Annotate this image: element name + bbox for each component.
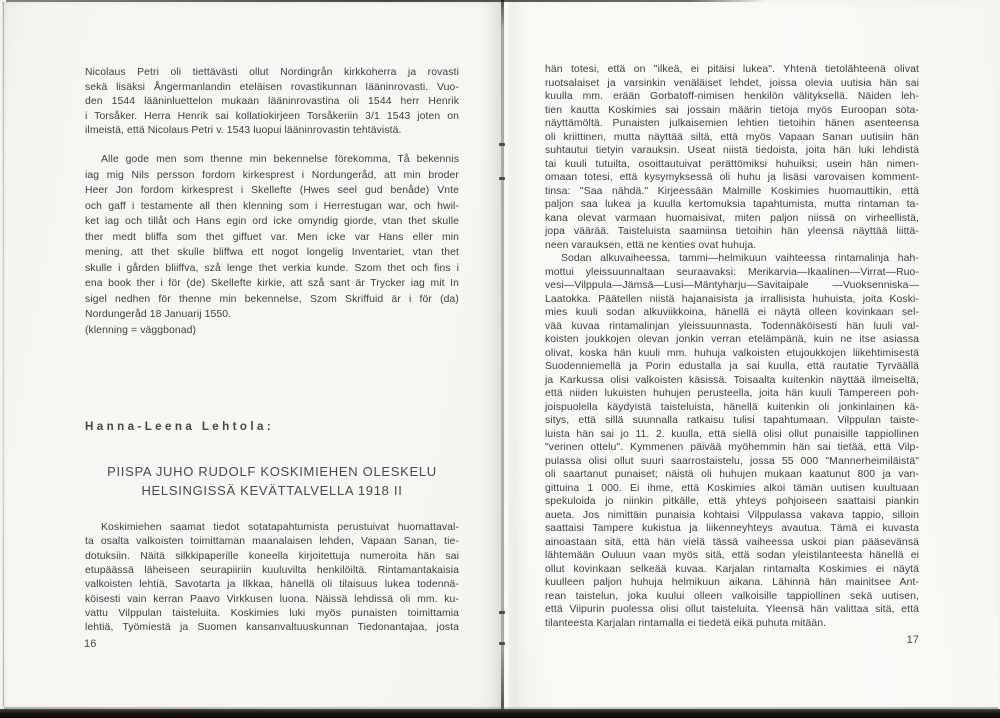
text-line: tai kuuli tutuilta, osoittautuivat perättömiksi huhuiksi; usein hän nimen-	[545, 158, 919, 170]
text-line: "verinen ottelu". Kymmenen päivää myöhemmin hän sai tietää, että Vilp-	[545, 442, 919, 453]
text-line: ther medt bliffa som thet giffuet var. Men icke var Hans eller min	[85, 231, 459, 243]
article-title-line-1: PIISPA JUHO RUDOLF KOSKIMIEHEN OLESKELU	[107, 464, 437, 479]
author-heading: Hanna-Leena Lehtola:	[85, 420, 275, 433]
text-line: köisesti vain kerran Paavo Virkkusen luona. Näissä lehdissä oli mm. ku-	[85, 593, 459, 605]
text-line: joispuolella käydyistä taisteluista, hänellä kuitenkin oli jonkinlainen kä-	[545, 401, 919, 413]
text-line: sekä lisäksi Ångermanlandin eteläisen rovastikunnan lääninrovasti. Vuo-	[85, 81, 459, 93]
page-left-edge	[3, 2, 4, 706]
text-line: ena book ther i för (de) Skellefte kirkie, att szå sant är Trycker iag mit In	[85, 278, 459, 289]
text-line: näyttämöltä. Punaisten julkaisemien lehtien tietoihin hänen asenteensa	[545, 118, 919, 129]
testament-quote-paragraph	[85, 152, 459, 307]
testament-quote-block	[85, 152, 459, 338]
text-line: valkoisten lehtiä, Savotarta ja Ilkkaa, hänellä oli tilaisuus lukea todennä-	[85, 579, 459, 591]
text-line: ket iag och tillåt och Hans egin ord icke omyndig giorde, vtan thet skulle	[85, 216, 459, 227]
text-line: vää kuvaa rintamalinjan yleissuunnasta. Todennäköisesti hän luuli val-	[545, 320, 919, 332]
text-line: Nordungeråd 18 Januarij 1550.	[85, 309, 232, 320]
binding-stitch	[499, 611, 505, 614]
text-line: iag mig Nils persson fordom kirkesprest i Nordungeråd, att min broder	[85, 169, 459, 181]
right-page-text	[545, 63, 919, 630]
text-line: skulle i gården bliiffva, szå lenge thet verkia kunde. Szom thet och fins i	[85, 262, 459, 274]
text-line: rean taistelun, joka kuului olleen valkoisille tappiollinen sekä uutisen,	[545, 590, 919, 602]
text-line: koisten joukkojen olevan jonkin verran etelämpänä, kuin ne itse asiassa	[545, 334, 919, 345]
text-line: lehtiä, Työmiestä ja Suomen kansanvaltuuskunnan Tiedonantajaa, josta	[85, 622, 459, 634]
text-line: etupäässä läheiseen seurapiiriin kuuluvilta henkilöiltä. Rintamantakaisia	[85, 565, 459, 577]
text-line: i Torsåker. Herra Henrik sai kollatiokirjeen Torsåkeriin 3/1 1543 joten on	[85, 110, 459, 122]
sources-continuation-paragraph	[545, 63, 919, 252]
text-line: ollut kovinkaan selkeää kuvaa. Karjalan rintamalta Koskimies ei näytä	[545, 563, 919, 575]
text-line: pulassa olisi ollut suuri saarrostaistelu, jossa 55 000 "Mannerheimiläistä"	[545, 455, 919, 467]
text-line: hän totesi, että on "ilkeä, ei pitäisi lukea". Yhtenä tietolähteenä olivat	[545, 64, 919, 75]
page-gutter	[501, 0, 504, 710]
text-line: Alle gode men som thenne min bekennelse förekomma, Tå bekennis	[101, 154, 459, 165]
text-line: että niiden lukuisten huhujen perusteella, joita hän kuuli Tampereen poh-	[545, 388, 919, 399]
nicolaus-petri-paragraph	[85, 66, 459, 139]
text-line: Koskimiehen saamat tiedot sotatapahtumista perustuivat huomattaval-	[101, 522, 459, 533]
text-line: tien kautta Koskimies sai jossain määrin tietoja myös Euroopan sota-	[545, 104, 919, 116]
text-line: oli saartanut punaiset; näistä oli huhujen mukaan kaatunut 800 ja van-	[545, 469, 919, 480]
binding-stitch	[499, 642, 505, 645]
page-top-edge	[6, 0, 766, 2]
text-line: olivat, koska hän kuuli mm. huhuja valkoisten etujoukkojen liikehtimisestä	[545, 347, 919, 359]
text-line: luista hän sai jo 11. 2. kuulla, että siellä olisi ollut punaisille tappiollinen	[545, 428, 919, 440]
text-line: Suodenniemellä ja Porin edustalla ja sai kuulla, että rautatie Tyrväällä	[545, 361, 919, 372]
text-line: että Viipurin puolessa olisi ollut taisteluita. Yleensä hän valittaa sitä, että	[545, 604, 919, 615]
text-line: och gaff i testamente all then klenning som i Herrestugan war, och hwil-	[85, 200, 459, 212]
text-line: sitys, että sillä suunnalla ratkaisu tulisi tapahtumaan. Vilppulan taiste-	[545, 415, 919, 426]
text-line: ja Karkussa olisi valkoisten käsissä. Toisaalta kuitenkin näyttää ilmeiseltä,	[545, 374, 919, 386]
text-line: kana olevat varmaan huomaisivat, miten paljon niissä on virheellistä,	[545, 212, 919, 224]
text-line: vesi—Vilppula—Jämsä—Lusi—Mäntyharju—Savitaipale —Vuoksenniska—	[545, 280, 919, 291]
scan-bottom-band	[0, 709, 1000, 718]
text-line: mies kuuli sodan alkuviikkoina, hänellä ei näytä olleen kovinkaan sel-	[545, 307, 919, 318]
text-line: kuulleen paljon huhuja helmikuun aikana. Lähinnä hän mainitsee Ant-	[545, 577, 919, 588]
text-line: jopa väärää. Taisteluista saamiinsa tietoihin hän yleensä näyttää liittä-	[545, 226, 919, 237]
text-line: Laatokka. Päätellen niistä hajanaisista ja irrallisista huhuista, joita Koski-	[545, 293, 919, 305]
text-line: vattu Vilppulan taisteluita. Koskimies luki myös punaisten toimittamia	[85, 608, 459, 620]
gutter-highlight	[505, 0, 516, 710]
text-line: Heer Jon fordom kirkesprest i Skellefte (Hwes seel gud benåde) Vnte	[85, 185, 459, 196]
text-line: lähtemään Ouluun vaan myös sitä, että sodan yleistilanteesta hänellä ei	[545, 550, 919, 561]
text-line: suhtautui tietyin varauksin. Useat niistä tiedoista, joita hän luki lehdistä	[545, 145, 919, 156]
text-line: dotuksiin. Näitä silkkipaperille koneella kirjoitettuja numeroita hän sai	[85, 550, 459, 562]
text-line: spekuloida jo niinkin pitkälle, että yhteys pohjoiseen saattaisi piankin	[545, 496, 919, 507]
text-line: mottui yleissuunnaltaan seuraavaksi: Merikarvia—Ikaalinen—Virrat—Ruo-	[545, 266, 919, 278]
text-line: mening, att thet skulle bliffwa ett nogot longelig Inventariet, vtan thet	[85, 247, 459, 258]
binding-stitch	[499, 177, 505, 180]
text-line: (klenning = väggbonad)	[85, 324, 197, 336]
text-line: gittuina 1 000. Ei ihme, että Koskimies alkoi tämän uutisen kuultuaan	[545, 482, 919, 494]
text-line: ilmeistä, että Nicolaus Petri v. 1543 luopui lääninrovastin tehtävistä.	[85, 125, 402, 137]
article-title-line-2: HELSINGISSÄ KEVÄTTALVELLA 1918 II	[141, 482, 403, 498]
article-title	[85, 463, 459, 500]
frontline-paragraph	[545, 252, 919, 630]
koskimies-sources-paragraph	[85, 521, 459, 636]
text-line: neen varauksen, että ne kenties ovat huhuja.	[545, 239, 757, 251]
text-line: omaan totesi, että kysymyksessä oli huhu ja lisäsi varovaisen komment-	[545, 172, 919, 183]
text-line: ta osalta valkoisten toimittaman maanalaisen lehden, Vapaan Sanan, tie-	[85, 536, 459, 548]
text-line: ainoastaan sitä, että hän vielä tässä vaiheessa uskoi pian pääsevänsä	[545, 536, 919, 548]
testament-closing-lines	[85, 307, 459, 338]
page-number-right: 17	[906, 634, 919, 646]
text-line: Sodan alkuvaiheessa, tammi—helmikuun vaihteessa rintamalinja hah-	[561, 253, 919, 264]
text-line: aueta. Jos nimittäin punaisia kohtaisi Vilppulassa vakava tappio, silloin	[545, 509, 919, 521]
text-line: tilanteesta Karjalan rintamalla ei tiedetä eikä puhuta mitään.	[545, 617, 827, 629]
text-line: Nicolaus Petri oli tiettävästi ollut Nordingrån kirkkoherra ja rovasti	[85, 67, 459, 78]
text-line: paljon saa lukea ja kuulla kertomuksia tapahtumista, mutta rintaman ta-	[545, 199, 919, 210]
text-line: tinsa: "Saa nähdä." Kirjeessään Malmille Koskimies huomauttikin, että	[545, 185, 919, 197]
text-line: kuulla mm. erään Gorbatoff-nimisen henkilön välityksellä. Näiden leh-	[545, 91, 919, 102]
page-number-left: 16	[84, 638, 97, 650]
text-line: ruotsalaiset ja varsinkin venäläiset lehdet, joissa olevia uutisia hän sai	[545, 77, 919, 89]
text-line: oli kriittinen, mutta näyttää siltä, että myös Vapaan Sanan uutisiin hän	[545, 131, 919, 143]
text-line: den 1544 lääninluettelon mukaan lääninrovastina oli 1544 herr Henrik	[85, 96, 459, 108]
text-line: saattaisi Tampere kukistua ja liikenneyhteys avautua. Tämä ei kuvasta	[545, 523, 919, 534]
binding-stitch	[499, 143, 505, 146]
text-line: sigel nedhen för thenne min bekennelse, Szom Skriffuid är i för (da)	[85, 293, 459, 305]
